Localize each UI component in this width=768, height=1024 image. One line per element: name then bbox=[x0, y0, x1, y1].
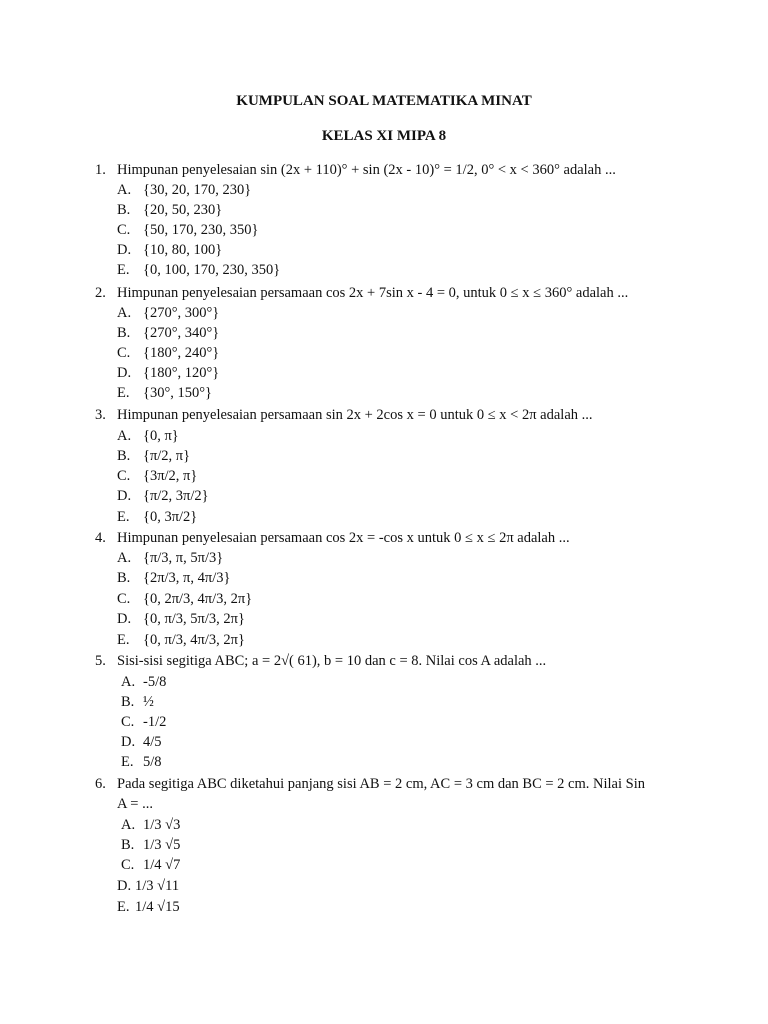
option-value: {3π/2, π} bbox=[143, 468, 198, 484]
option-value: {π/3, π, 5π/3} bbox=[143, 550, 224, 566]
option-value: {0, 3π/2} bbox=[143, 509, 198, 525]
option-letter: E. bbox=[121, 754, 134, 770]
question-number: 3. bbox=[95, 407, 106, 423]
option-letter: B. bbox=[117, 448, 131, 464]
option-letter: B. bbox=[121, 694, 135, 710]
option-value: {0, 2π/3, 4π/3, 2π} bbox=[143, 591, 253, 607]
question-text: Sisi-sisi segitiga ABC; a = 2√( 61), b = 10 dan c = 8. Nilai cos A adalah ... bbox=[117, 653, 547, 669]
option-value: {180°, 120°} bbox=[143, 365, 220, 381]
option-value: -5/8 bbox=[143, 674, 167, 690]
option-value: {10, 80, 100} bbox=[143, 242, 223, 258]
option-letter: A. bbox=[117, 428, 132, 444]
option-value: {0, π/3, 4π/3, 2π} bbox=[143, 632, 245, 648]
option-value: {2π/3, π, 4π/3} bbox=[143, 570, 231, 586]
question-text: Himpunan penyelesaian persamaan cos 2x + 7sin x - 4 = 0, untuk 0 ≤ x ≤ 360° adalah ... bbox=[117, 285, 629, 301]
question-number: 6. bbox=[95, 776, 106, 792]
question-text: Himpunan penyelesaian sin (2x + 110)° + sin (2x - 10)° = 1/2, 0° < x < 360° adalah ... bbox=[117, 162, 616, 178]
question-text: Himpunan penyelesaian persamaan sin 2x + 2cos x = 0 untuk 0 ≤ x < 2π adalah ... bbox=[117, 407, 593, 423]
option-value: {π/2, 3π/2} bbox=[143, 488, 209, 504]
option-letter: C. bbox=[117, 591, 131, 607]
option-letter: B. bbox=[117, 202, 131, 218]
option-letter: A. bbox=[117, 305, 132, 321]
option-value: {270°, 300°} bbox=[143, 305, 220, 321]
question-text: Himpunan penyelesaian persamaan cos 2x = -cos x untuk 0 ≤ x ≤ 2π adalah ... bbox=[117, 530, 570, 546]
option-letter: A. bbox=[117, 182, 132, 198]
option-letter: E. bbox=[117, 385, 130, 401]
question-text: Pada segitiga ABC diketahui panjang sisi AB = 2 cm, AC = 3 cm dan BC = 2 cm. Nilai Sin bbox=[117, 776, 645, 792]
option-value: ½ bbox=[143, 694, 154, 710]
option-letter: D. bbox=[117, 488, 132, 504]
option-value: {180°, 240°} bbox=[143, 345, 220, 361]
question-text-continued: A = ... bbox=[117, 796, 153, 812]
option-value: {50, 170, 230, 350} bbox=[143, 222, 259, 238]
option-value: 1/4 √15 bbox=[135, 899, 180, 915]
option-letter: E. bbox=[117, 509, 130, 525]
question-number: 2. bbox=[95, 285, 106, 301]
question-number: 4. bbox=[95, 530, 106, 546]
option-value: 4/5 bbox=[143, 734, 162, 750]
option-value: {π/2, π} bbox=[143, 448, 191, 464]
option-value: {0, π/3, 5π/3, 2π} bbox=[143, 611, 245, 627]
option-value: {270°, 340°} bbox=[143, 325, 220, 341]
option-letter: D. bbox=[117, 611, 132, 627]
option-letter: C. bbox=[121, 714, 135, 730]
option-letter: C. bbox=[117, 345, 131, 361]
option-value: {30, 20, 170, 230} bbox=[143, 182, 252, 198]
option-letter: E. bbox=[117, 899, 130, 915]
option-value: 5/8 bbox=[143, 754, 162, 770]
option-letter: A. bbox=[121, 674, 136, 690]
document-subtitle: KELAS XI MIPA 8 bbox=[321, 128, 447, 144]
option-letter: D. bbox=[117, 365, 132, 381]
option-letter: A. bbox=[121, 817, 136, 833]
option-letter: B. bbox=[121, 837, 135, 853]
document-title: KUMPULAN SOAL MATEMATIKA MINAT bbox=[236, 93, 532, 109]
option-value: 1/3 √11 bbox=[135, 878, 180, 894]
option-value: {30°, 150°} bbox=[143, 385, 213, 401]
option-value: {20, 50, 230} bbox=[143, 202, 223, 218]
option-letter: B. bbox=[117, 570, 131, 586]
option-letter: D. bbox=[117, 242, 132, 258]
option-letter: C. bbox=[117, 468, 131, 484]
option-letter: B. bbox=[117, 325, 131, 341]
option-value: 1/4 √7 bbox=[143, 857, 181, 873]
option-value: 1/3 √5 bbox=[143, 837, 181, 853]
option-value: 1/3 √3 bbox=[143, 817, 181, 833]
option-letter: D. bbox=[121, 734, 136, 750]
option-letter: E. bbox=[117, 262, 130, 278]
question-number: 5. bbox=[95, 653, 106, 669]
question-number: 1. bbox=[95, 162, 106, 178]
option-value: {0, π} bbox=[143, 428, 179, 444]
option-value: {0, 100, 170, 230, 350} bbox=[143, 262, 281, 278]
option-letter: C. bbox=[121, 857, 135, 873]
option-value: -1/2 bbox=[143, 714, 167, 730]
option-letter: A. bbox=[117, 550, 132, 566]
option-letter: E. bbox=[117, 632, 130, 648]
option-letter: C. bbox=[117, 222, 131, 238]
option-letter: D. bbox=[117, 878, 132, 894]
